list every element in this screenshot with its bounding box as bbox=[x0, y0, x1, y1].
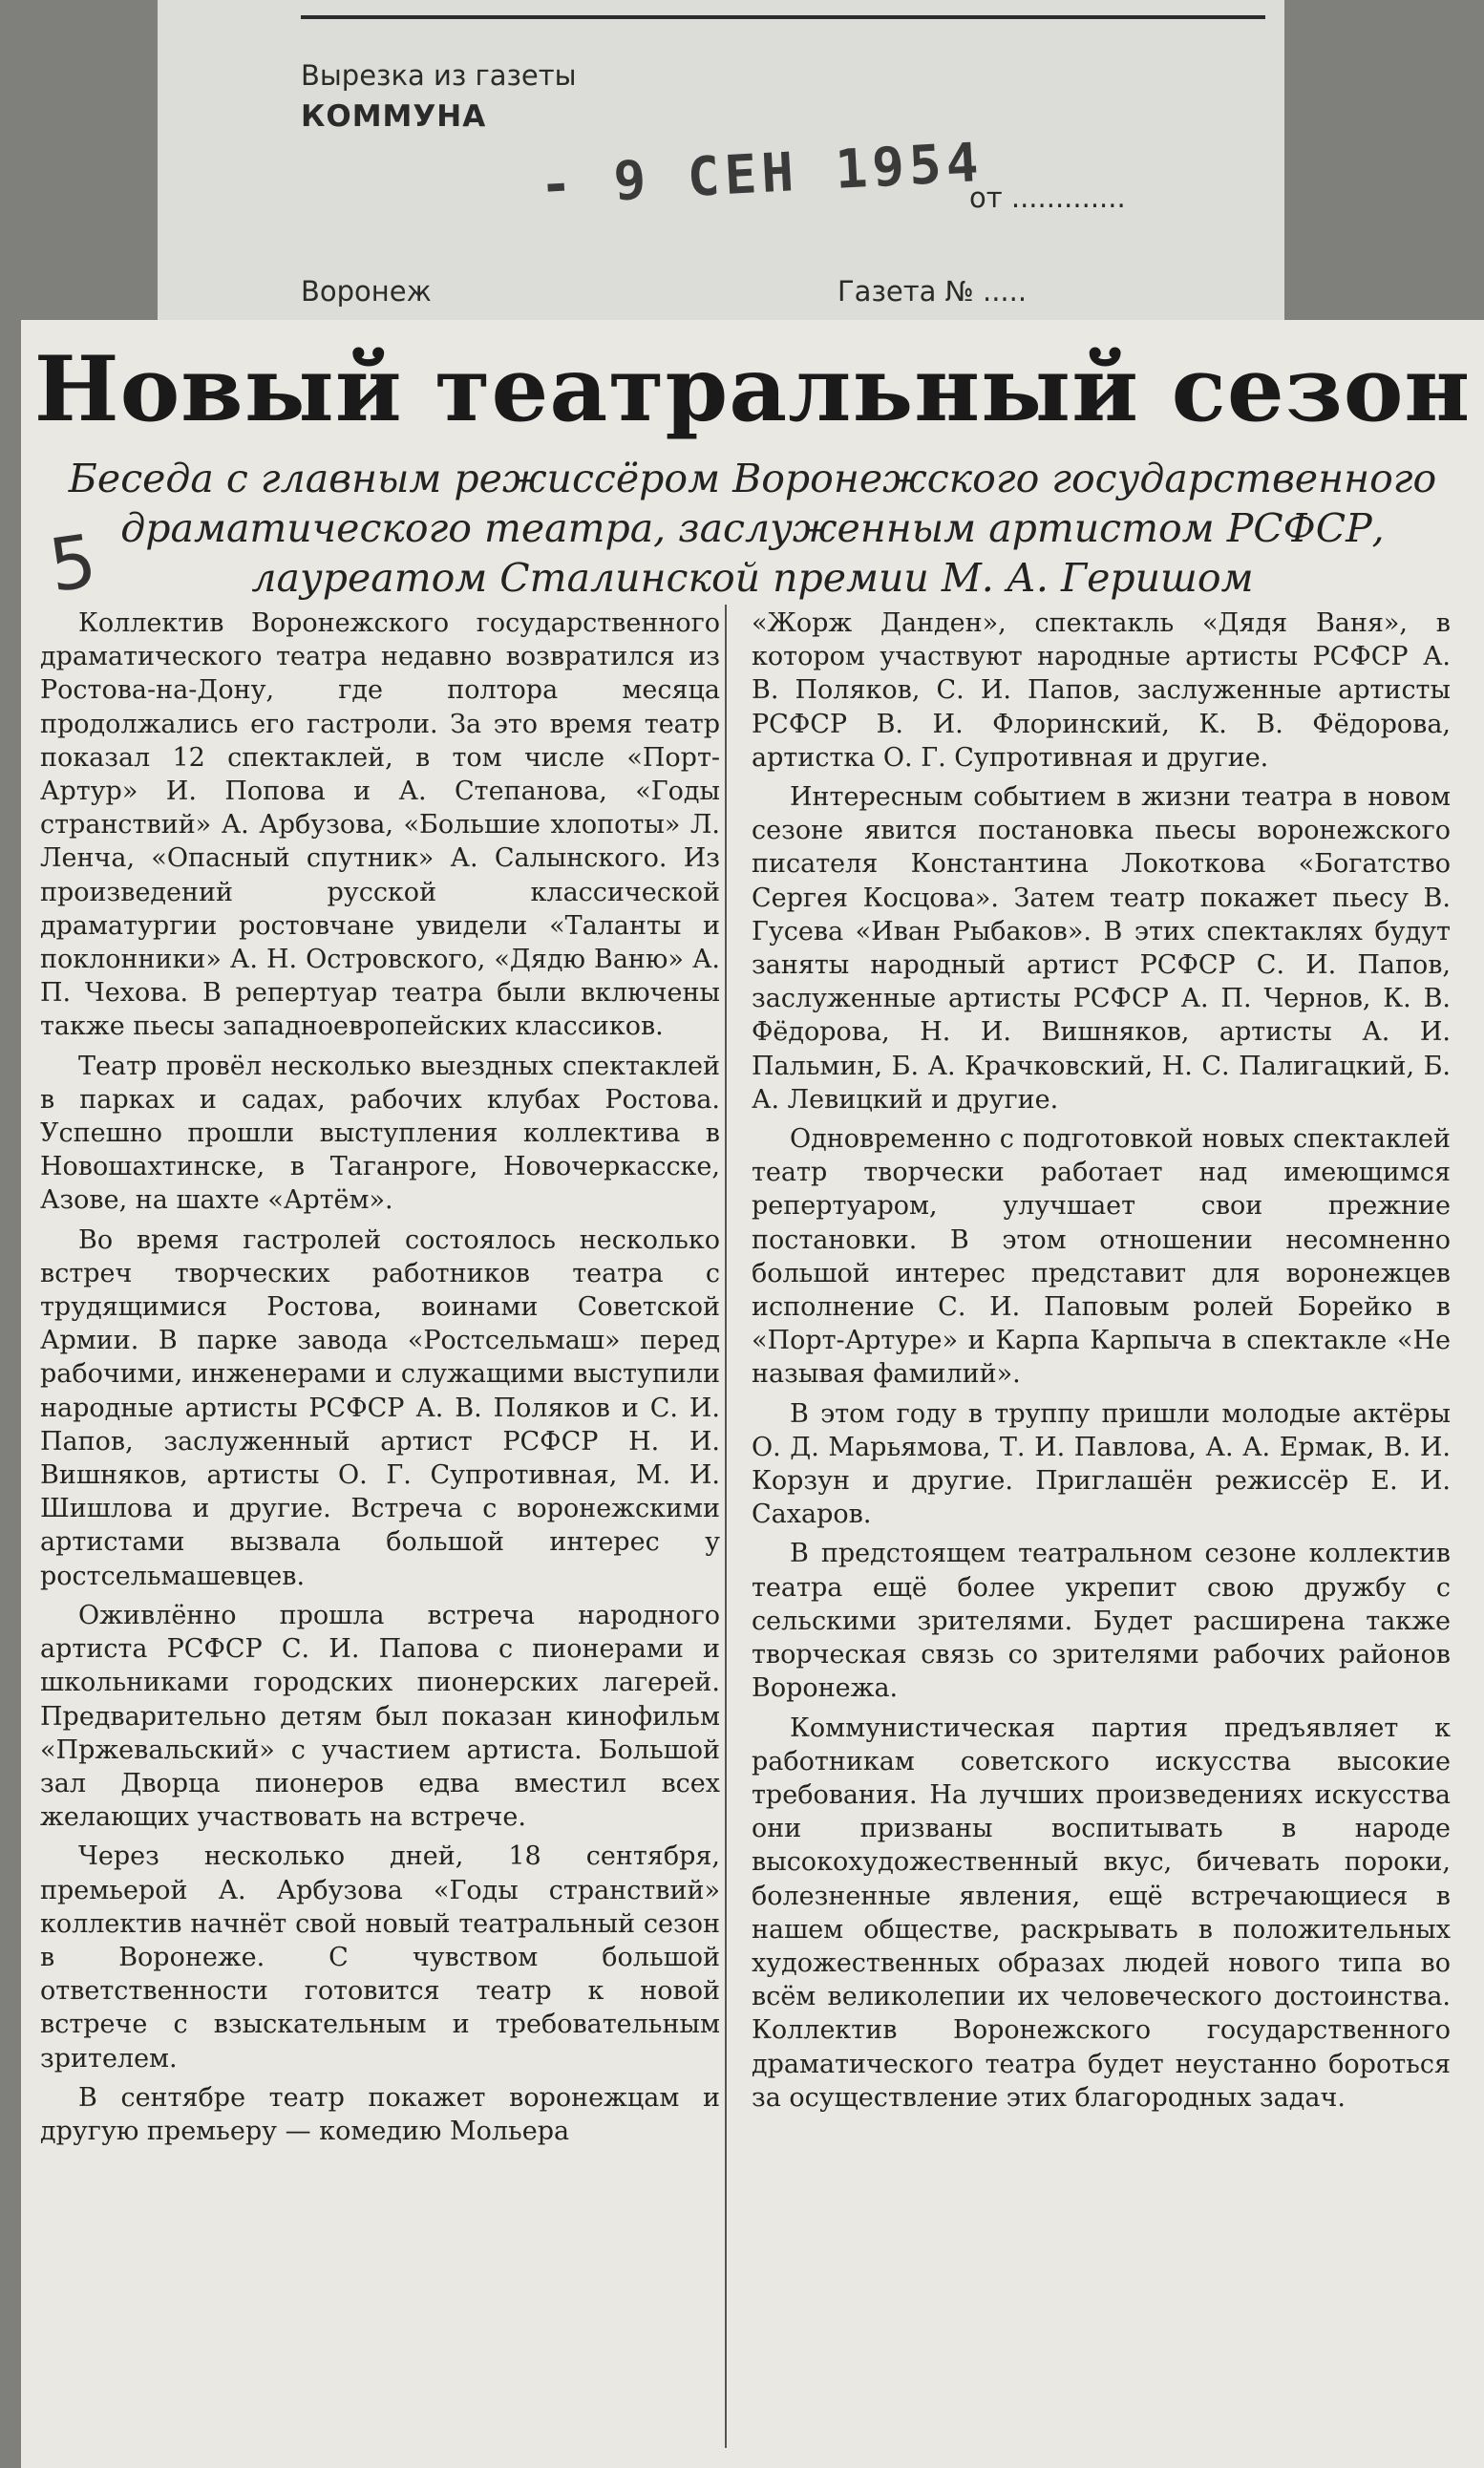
paragraph: В этом году в труппу пришли молодые актёры О. Д. Марьямова, Т. И. Павлова, А. А. Ермак, В. И. Корзун и другие. Приглашён режиссёр Е. И. Сахаров. bbox=[752, 1398, 1451, 1530]
subhead-line: лауреатом Сталинской премии М. А. Геришом bbox=[251, 555, 1254, 601]
newspaper-clipping bbox=[21, 320, 1484, 2468]
paragraph: В предстоящем театральном сезоне коллектив театра ещё более укрепит свою дружбу с сельскими зрителями. Будет расширена также творческая связь со зрителями рабочих районов Воронежа. bbox=[752, 1539, 1451, 1704]
slip-newspaper-name: КОММУНА bbox=[301, 99, 487, 134]
article-column-right bbox=[752, 606, 1451, 2120]
paragraph: Через несколько дней, 18 сентября, премьерой А. Арбузова «Годы странствий» коллектив начнёт свой новый театральный сезон в Воронеже. С чувством большой ответственности готовится театр к новой встрече с взыскательным и требовательным зрителем. bbox=[40, 1841, 720, 2074]
subhead-line: Беседа с главным режиссёром Воронежского государственного bbox=[68, 456, 1437, 501]
article-headline: Новый театральный сезон bbox=[33, 337, 1472, 442]
slip-gazeta-number: Газета № ..... bbox=[837, 275, 1028, 308]
column-divider bbox=[725, 605, 727, 2448]
paragraph: Во время гастролей состоялось несколько встреч творческих работников театра с трудящимися Ростова, воинами Советской Армии. В парке завода «Ростсельмаш» перед рабочими, инженерами и служащими выступили народные артисты РСФСР А. В. Поляков и С. И. Папов, заслуженный артист РСФСР Н. И. Вишняков, артисты О. Г. Супротивная, М. И. Шишлова и другие. Встреча с воронежскими артистами вызвала большой интерес у ростсельмашевцев. bbox=[40, 1224, 720, 1591]
paragraph: Коммунистическая партия предъявляет к работникам советского искусства высокие требования. На лучших произведениях искусства они призваны воспитывать в народе высокохудожественный вкус, бичевать пороки, болезненные явления, ещё встречающиеся в нашем обществе, раскрывать в положительных художественных образах людей нового типа во всём великолепии их человеческого достоинства. Коллектив Воронежского государственного драматического театра будет неустанно бороться за осуществление этих благородных задач. bbox=[752, 1713, 1451, 2113]
clipping-service-slip bbox=[158, 0, 1284, 330]
paragraph: Театр провёл несколько выездных спектаклей в парках и садах, рабочих клубах Ростова. Успешно прошли выступления коллектива в Новошахтинске, в Таганроге, Новочеркасске, Азове, на шахте «Артём». bbox=[40, 1051, 720, 1216]
date-stamp: - 9 СЕН 1954 bbox=[538, 131, 985, 218]
article-subheadline bbox=[40, 454, 1465, 603]
subhead-line: драматического театра, заслуженным артистом РСФСР, bbox=[120, 505, 1385, 551]
slip-source-label: Вырезка из газеты bbox=[301, 59, 577, 92]
paragraph: «Жорж Данден», спектакль «Дядя Ваня», в котором участвуют народные артисты РСФСР А. В. Поляков, С. И. Папов, заслуженные артисты РСФСР В. И. Флоринский, К. В. Фёдорова, артистка О. Г. Супротивная и другие. bbox=[752, 608, 1451, 773]
handwritten-pencil-mark: 5 bbox=[44, 518, 102, 608]
paragraph: В сентябре театр покажет воронежцам и другую премьеру — комедию Мольера bbox=[40, 2082, 720, 2146]
paragraph: Оживлённо прошла встреча народного артиста РСФСР С. И. Папова с пионерами и школьниками городских пионерских лагерей. Предварительно детям был показан кинофильм «Пржевальский» с участием артиста. Большой зал Дворца пионеров едва вместил всех желающих участвовать на встрече. bbox=[40, 1600, 720, 1833]
paragraph: Одновременно с подготовкой новых спектаклей театр творчески работает над имеющимся репертуаром, улучшает свои прежние постановки. В этом отношении несомненно большой интерес представит для воронежцев исполнение С. И. Паповым ролей Борейко в «Порт-Артуре» и Карпа Карпыча в спектакле «Не называя фамилий». bbox=[752, 1124, 1451, 1390]
slip-top-rule bbox=[301, 15, 1265, 19]
paragraph: Коллектив Воронежского государственного драматического театра недавно возвратился из Ростова-на-Дону, где полтора месяца продолжались его гастроли. За это время театр показал 12 спектаклей, в том числе «Порт-Артур» И. Попова и А. Степанова, «Годы странствий» А. Арбузова, «Большие хлопоты» Л. Ленча, «Опасный спутник» А. Салынского. Из произведений русской классической драматургии ростовчане увидели «Таланты и поклонники» А. Н. Островского, «Дядю Ваню» А. П. Чехова. В репертуар театра были включены также пьесы западноевропейских классиков. bbox=[40, 608, 720, 1042]
paragraph: Интересным событием в жизни театра в новом сезоне явится постановка пьесы воронежского писателя Константина Локоткова «Богатство Сергея Косцова». Затем театр покажет пьесу В. Гусева «Иван Рыбаков». В этих спектаклях будут заняты народный артист РСФСР С. И. Папов, заслуженные артисты РСФСР А. П. Чернов, К. В. Фёдорова, Н. И. Вишняков, артисты А. И. Пальмин, Б. А. Крачковский, Н. С. Палигацкий, Б. А. Левицкий и другие. bbox=[752, 782, 1451, 1115]
slip-from-label: от ............. bbox=[969, 181, 1126, 214]
slip-city: Воронеж bbox=[301, 275, 432, 308]
article-column-left bbox=[40, 606, 720, 2154]
